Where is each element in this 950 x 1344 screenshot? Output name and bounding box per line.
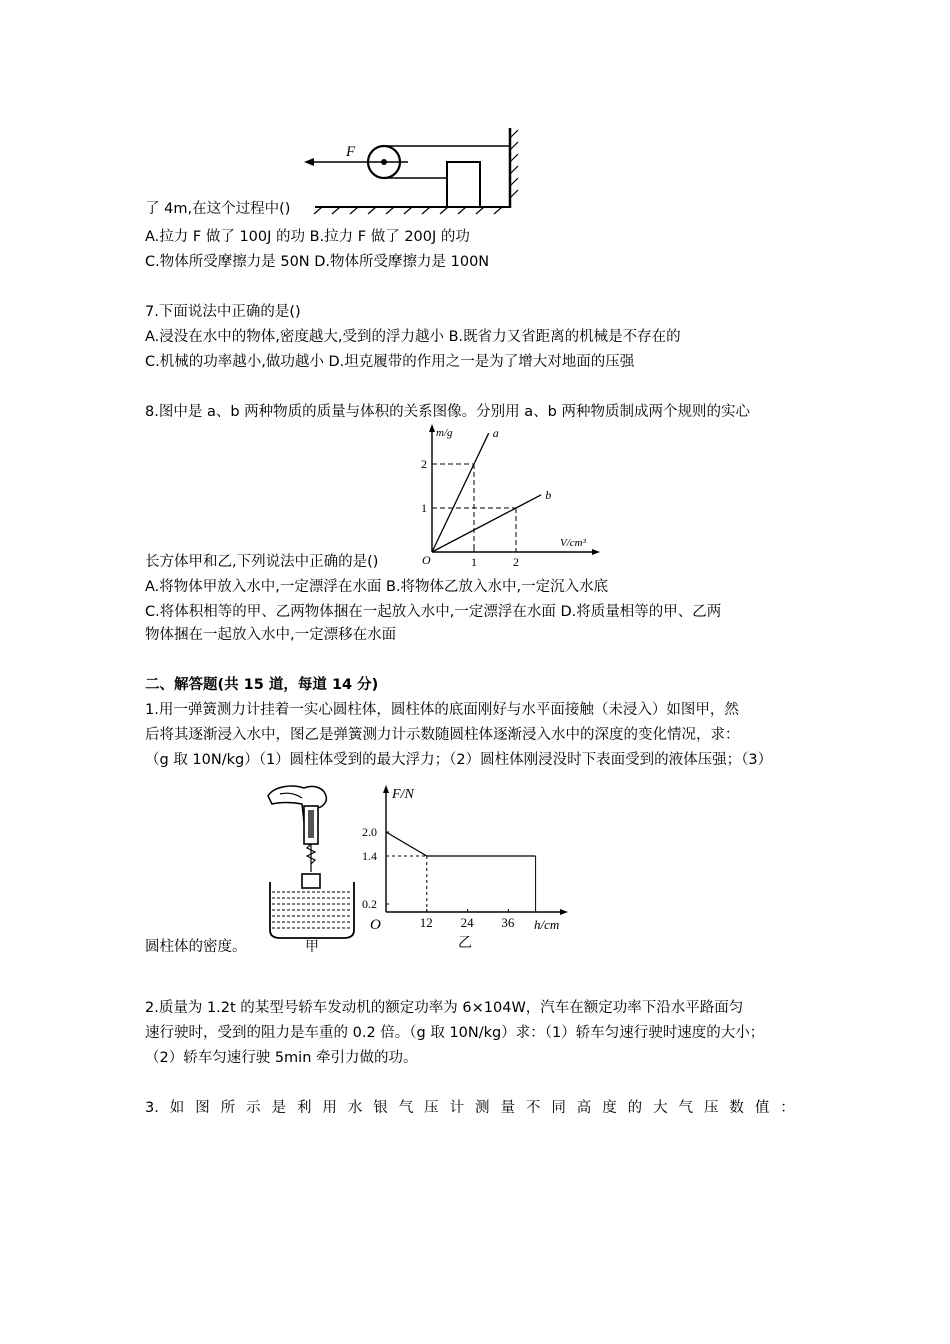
s2-q2-line2: 速行驶时，受到的阻力是车重的 0.2 倍。（g 取 10N/kg）求：（1）轿车匀速行驶时速度的大小； [145, 1025, 765, 1041]
q3-char: 是 [271, 1100, 287, 1116]
y-tick-label: 1.4 [362, 849, 377, 863]
x-axis-label: h/cm [534, 917, 560, 932]
s2-q1-line3: （g 取 10N/kg）（1）圆柱体受到的最大浮力；（2）圆柱体刚浸没时下表面受到的液体压强；（3） [145, 752, 773, 768]
q3-char: 数 [729, 1100, 744, 1116]
q8-options-2: C.将体积相等的甲、乙两物体捆在一起放入水中,一定漂浮在水面 D.将质量相等的甲、乙两 [145, 604, 722, 620]
origin-label: O [422, 553, 431, 567]
q6-stem-end: 了 4m,在这个过程中() [145, 201, 291, 217]
y-tick-label: 1 [421, 501, 427, 515]
x-tick-label: 24 [460, 915, 474, 930]
y-axis-label: F/N [392, 787, 414, 802]
figure-jia-label: 甲 [305, 940, 319, 952]
y-axis-label: m/g [436, 427, 453, 439]
x-axis-label: V/cm³ [560, 537, 586, 549]
q8-options-1: A.将物体甲放入水中,一定漂浮在水面 B.将物体乙放入水中,一定沉入水底 [145, 579, 609, 595]
force-depth-chart [358, 782, 583, 954]
section-heading: 二、解答题(共 15 道，每道 14 分) [145, 677, 379, 693]
q3-char: ： [780, 1100, 795, 1116]
x-tick-label: 1 [471, 555, 477, 569]
y-tick-label: 2.0 [362, 825, 377, 839]
x-axis-arrow-icon [560, 909, 568, 915]
q8-stem: 8.图中是 a、b 两种物质的质量与体积的关系图像。分别用 a、b 两种物质制成两个规则的实心 [145, 404, 750, 420]
series-line-b [432, 495, 541, 552]
series-line-a [432, 433, 489, 552]
x-tick-label: 36 [501, 915, 515, 930]
s2-q1-line4: 圆柱体的密度。 [145, 939, 247, 955]
q7-options-2: C.机械的功率越小,做功越小 D.坦克履带的作用之一是为了增大对地面的压强 [145, 354, 635, 370]
q3-char: 压 [424, 1100, 439, 1116]
x-axis-arrow-icon [592, 549, 600, 555]
q8-options-3: 物体捆在一起放入水中,一定漂移在水面 [145, 627, 397, 643]
series-line-F [386, 832, 536, 856]
x-tick-label: 2 [513, 555, 519, 569]
q3-char: 高 [576, 1100, 592, 1116]
q6-options-2: C.物体所受摩擦力是 50N D.物体所受摩擦力是 100N [145, 254, 490, 270]
s2-q1-line2: 后将其逐渐浸入水中，图乙是弹簧测力计示数随圆柱体逐渐浸入水中的深度的变化情况，求： [145, 727, 740, 743]
s2-q2-line3: （2）轿车匀速行驶 5min 牵引力做的功。 [145, 1050, 418, 1066]
x-tick-label: 12 [419, 915, 433, 930]
mass-volume-chart [418, 422, 603, 572]
q3-char: 值 [754, 1100, 770, 1116]
q3-char: 3. [145, 1100, 159, 1116]
q3-char: 银 [373, 1100, 388, 1116]
q3-char: 用 [322, 1100, 337, 1116]
series-label-b: b [545, 487, 552, 502]
q7-stem: 7.下面说法中正确的是() [145, 304, 301, 320]
y-axis-arrow-icon [429, 424, 435, 432]
y-tick-label: 2 [421, 457, 427, 471]
q3-char: 同 [551, 1100, 566, 1116]
q3-char: 的 [627, 1100, 643, 1116]
q3-char: 示 [246, 1100, 261, 1116]
pulley-figure [300, 120, 530, 215]
s2-q3-line [145, 1098, 795, 1118]
q3-char: 量 [500, 1100, 515, 1116]
q3-char: 气 [678, 1100, 694, 1116]
q3-char: 图 [195, 1100, 210, 1116]
q6-options-1: A.拉力 F 做了 100J 的功 B.拉力 F 做了 200J 的功 [145, 229, 470, 245]
q3-char: 水 [347, 1100, 363, 1116]
q3-char: 气 [398, 1100, 414, 1116]
y-tick-label: 0.2 [362, 897, 377, 911]
y-axis-arrow-icon [383, 785, 389, 793]
spring-scale-figure [262, 782, 362, 952]
s2-q2-line1: 2.质量为 1.2t 的某型号轿车发动机的额定功率为 6×104W，汽车在额定功率下沿水平路面匀 [145, 1000, 744, 1016]
figure-yi-label: 乙 [458, 936, 472, 951]
q3-char: 大 [653, 1100, 668, 1116]
series-label-a: a [492, 426, 499, 441]
q3-char: 压 [703, 1100, 719, 1116]
q3-char: 如 [169, 1100, 185, 1116]
force-label: F [346, 144, 356, 160]
q3-char: 度 [602, 1100, 617, 1116]
origin-label: O [370, 917, 381, 933]
q3-char: 计 [449, 1100, 465, 1116]
q3-char: 不 [525, 1100, 541, 1116]
q3-char: 测 [475, 1100, 490, 1116]
q8-stem-end: 长方体甲和乙,下列说法中正确的是() [145, 554, 379, 570]
arrow-left-icon [304, 158, 314, 166]
q3-char: 所 [220, 1100, 236, 1116]
q7-options-1: A.浸没在水中的物体,密度越大,受到的浮力越小 B.既省力又省距离的机械是不存在的 [145, 329, 681, 345]
s2-q1-line1: 1.用一弹簧测力计挂着一实心圆柱体，圆柱体的底面刚好与水平面接触（未浸入）如图甲，然 [145, 702, 739, 718]
q3-char: 利 [296, 1100, 312, 1116]
